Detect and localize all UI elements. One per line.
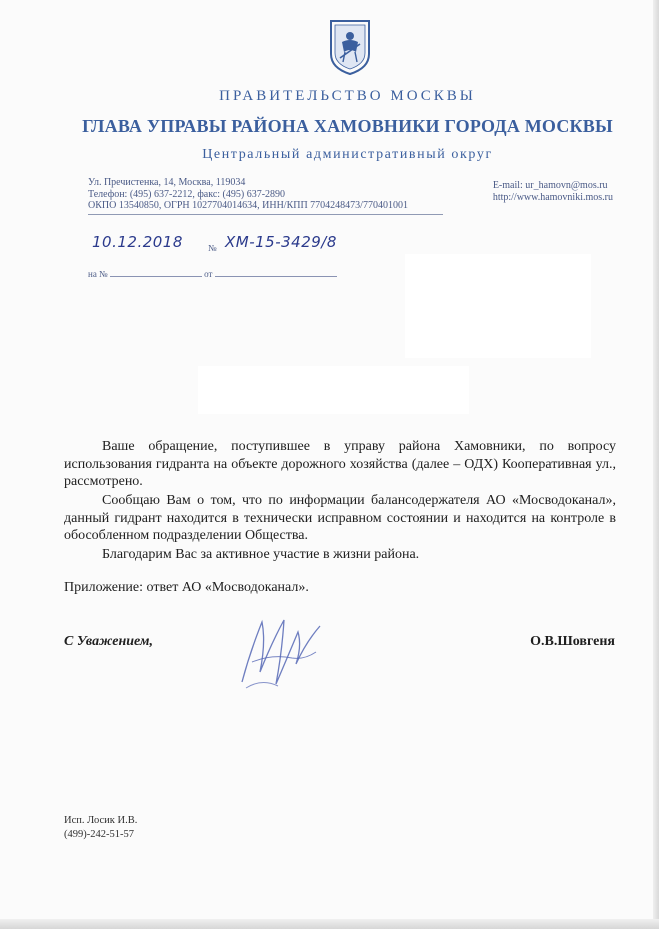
address: Ул. Пречистенка, 14, Москва, 119034 [88, 177, 246, 188]
district-name: Центральный административный округ [202, 147, 493, 162]
paragraph-1: Ваше обращение, поступившее в управу района Хамовники, по вопросу использования гидранта на объекте дорожного хозяйства (далее – ОДХ) Кооперативная ул., рассмотрено. [64, 439, 616, 489]
redacted-salutation [198, 366, 469, 414]
ref-label: на № [88, 269, 108, 279]
ref-date-blank [215, 268, 337, 277]
online-contacts [493, 180, 613, 204]
phone-fax: Телефон: (495) 637-2212, факс: (495) 637-2890 [88, 188, 286, 200]
email: E-mail: ur_hamovn@mos.ru [492, 180, 608, 191]
ref-from-label: от [204, 269, 213, 279]
moscow-coat-of-arms-icon [328, 18, 372, 76]
ref-number-blank [110, 268, 202, 277]
redacted-recipient [405, 254, 591, 358]
letterhead-divider [88, 214, 443, 215]
letter-body [64, 438, 616, 565]
contact-block [88, 177, 408, 212]
handwritten-number: ХМ-15-3429/8 [225, 233, 337, 251]
executor-phone: (499)-242-51-57 [64, 829, 134, 840]
regards: С Уважением, [64, 634, 153, 649]
paragraph-2: Сообщаю Вам о том, что по информации балансодержателя АО «Мосводоканал», данный гидрант находится в технически исправном состоянии и находится на контроле в обособленном подразделении Общества. [64, 493, 616, 543]
scan-edge-right [653, 0, 659, 929]
government-title: ПРАВИТЕЛЬСТВО МОСКВЫ [219, 88, 476, 104]
handwritten-date: 10.12.2018 [92, 233, 183, 251]
website: http://www.hamovniki.mos.ru [492, 192, 613, 203]
signer-name: О.В.Шовгеня [530, 634, 615, 649]
handwritten-signature [232, 612, 332, 694]
executor-name: Исп. Лосик И.В. [64, 815, 138, 826]
paragraph-3: Благодарим Вас за активное участие в жизни района. [102, 547, 420, 562]
scan-edge-bottom [0, 919, 659, 929]
reference-line [88, 268, 337, 279]
executor-block [64, 814, 137, 842]
number-sign: № [208, 243, 217, 253]
attachment-note: Приложение: ответ АО «Мосводоканал». [64, 580, 309, 595]
registry-codes: ОКПО 13540850, ОГРН 1027704014634, ИНН/КПП 7704248473/770401001 [88, 200, 408, 211]
head-title: ГЛАВА УПРАВЫ РАЙОНА ХАМОВНИКИ ГОРОДА МОСКВЫ [82, 116, 613, 136]
